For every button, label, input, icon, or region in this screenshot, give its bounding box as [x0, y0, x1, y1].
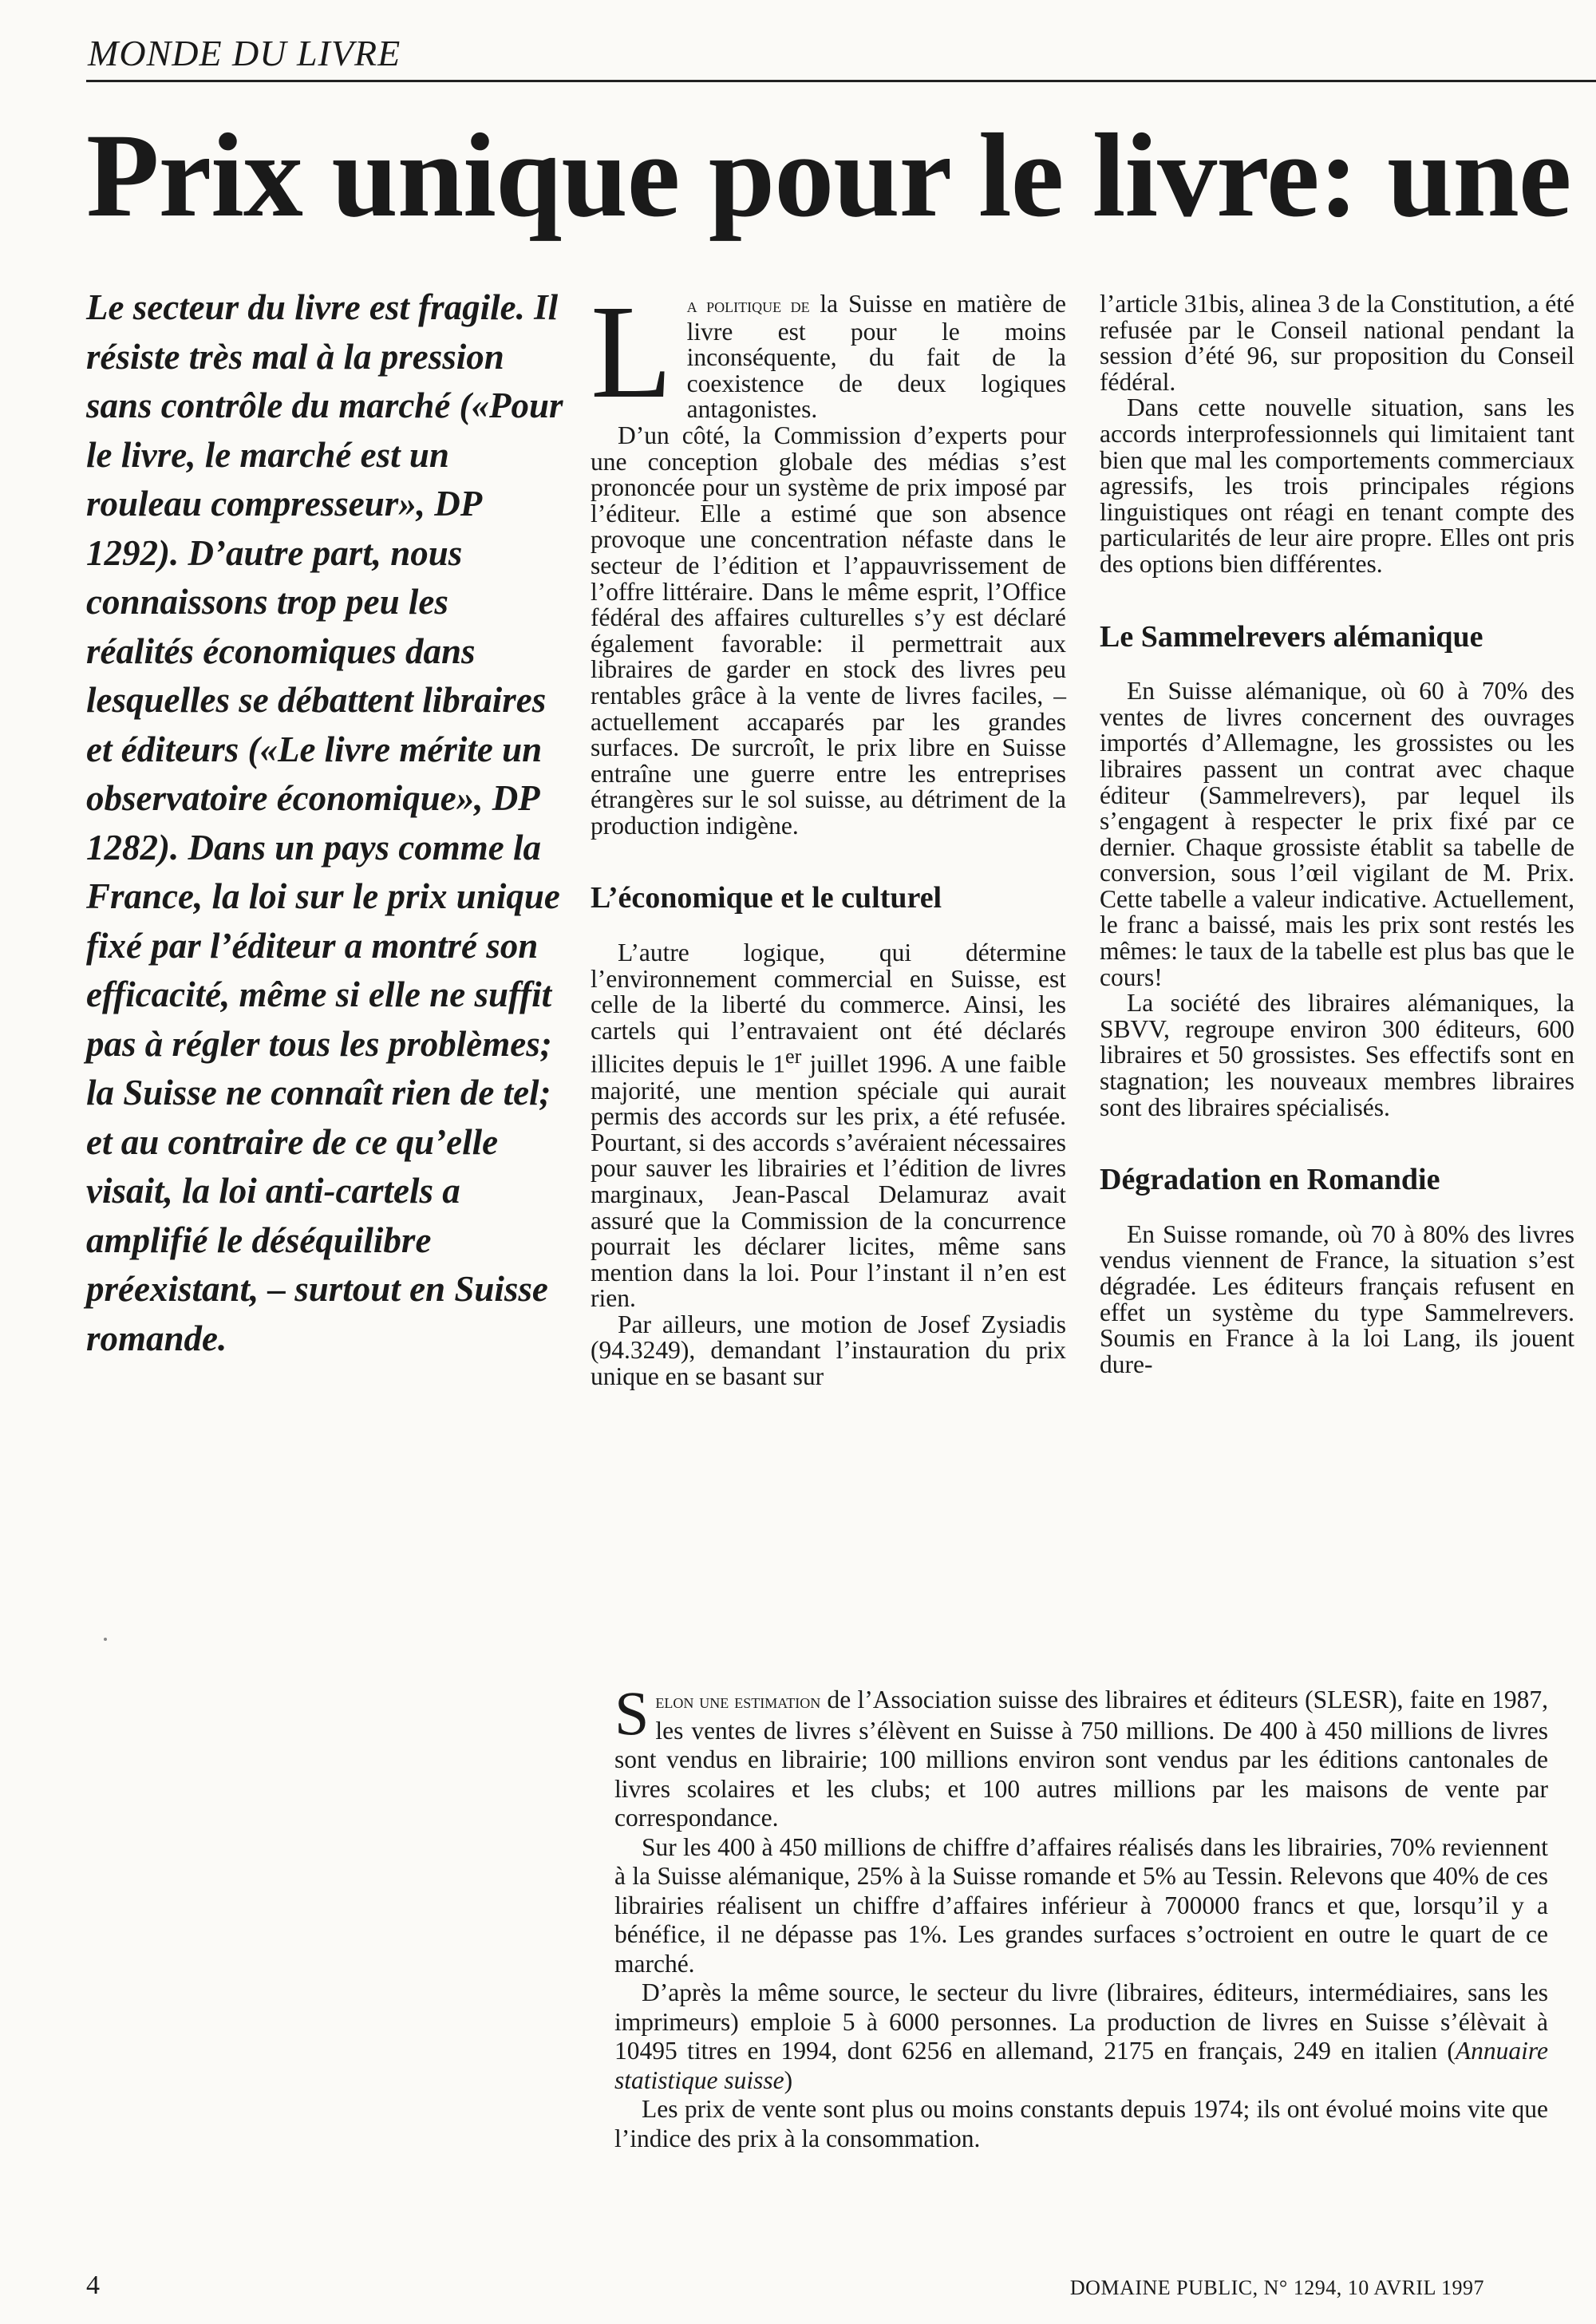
print-speck	[104, 1638, 107, 1641]
box-paragraph	[614, 1978, 1548, 2095]
article-column-middle	[591, 278, 1066, 1391]
superscript-er: er	[784, 1045, 802, 1069]
article-paragraph: Par ailleurs, une motion de Josef Zysiadis (94.3249), demandant l’instauration du prix unique en se basant sur	[591, 1310, 1066, 1391]
box-italic-source: Annuaire statistique suisse	[614, 2037, 1548, 2094]
headline-clip	[0, 104, 1590, 255]
box-opening-text: de l’Association suisse des libraires et éditeurs (SLESR), faite en 1987, les ventes de livres s’élèvent en Suisse à 750 millions. De 400 à 450 millions de livres sont vendus en librairie; 100 millions environ sont vendus par les éditions cantonales de livres scolaires et les clubs; et 100 autres millions par les maisons de vente par correspondance.	[614, 1686, 1548, 1832]
box-text: )	[784, 2065, 793, 2094]
box-opening-smallcaps: elon une estimation	[655, 1690, 821, 1713]
article-paragraph: l’article 31bis, alinea 3 de la Constitution, a été refusée par le Conseil national pendant la session d’été 96, sur proposition du Conseil fédéral.	[1100, 290, 1574, 396]
dropcap-l: L	[591, 278, 673, 426]
subheading-sammelrevers: Le Sammelrevers alémanique	[1100, 619, 1483, 654]
opening-smallcaps: a politique de	[686, 294, 810, 317]
box-paragraph: Sur les 400 à 450 millions de chiffre d’affaires réalisés dans les librairies, 70% reviennent à la Suisse alémanique, 25% à la Suisse romande et 5% au Tessin. Relevons que 40% de ces librairies réalisent un chiffre d’affaires inférieur à 700000 francs et que, lorsqu’il y a bénéfice, il ne dépasse pas 1%. Les grandes surfaces s’octroient en outre le quart de ce marché.	[614, 1832, 1548, 1978]
lead-text: Le secteur du livre est fragile. Il résiste très mal à la pression sans contrôle du marché («Pour le livre, le marché est un rouleau compresseur», DP 1292). D’autre part, nous connaissons trop peu les réalités économiques dans lesquelles se débattent libraires et éditeurs («Le livre mérite un observatoire économique», DP 1282). Dans un pays comme la France, la loi sur le prix unique fixé par l’éditeur a montré son efficacité, même si elle ne suffit pas à régler tous les problèmes; la Suisse ne connaît rien de tel; et au contraire de ce qu’elle visait, la loi anti-cartels a amplifié le déséquilibre préexistant, – surtout en Suisse romande.	[86, 287, 563, 1358]
article-paragraph: La société des libraires alémaniques, la SBVV, regroupe environ 300 éditeurs, 600 libraires et 50 grossistes. Ses effectifs sont en stagnation; les nouveaux membres libraires sont des libraires spécialisés.	[1100, 989, 1574, 1121]
article-opening-paragraph	[591, 278, 1066, 426]
article-column-right	[1100, 291, 1574, 1377]
page-headline: Prix unique pour le livre: une	[86, 109, 1571, 242]
paragraph-text: L’autre logique, qui détermine l’environnement commercial en Suisse, est celle de la liberté du commerce. Ainsi, les cartels qui l’entravaient ont été déclarés illicites depuis le 1	[591, 939, 1066, 1078]
subheading-economique-culturel: L’économique et le culturel	[591, 881, 942, 915]
box-paragraph	[614, 1678, 1548, 1833]
box-paragraph: Les prix de vente sont plus ou moins constants depuis 1974; ils ont évolué moins vite que l’indice des prix à la consommation.	[614, 2095, 1548, 2152]
article-paragraph	[591, 940, 1066, 1312]
page-number: 4	[86, 2271, 100, 2300]
subheading-degradation-romandie: Dégradation en Romandie	[1100, 1163, 1440, 1197]
opening-text: la Suisse en matière de livre est pour le moins inconséquente, du fait de la coexistence de deux logiques antagonistes.	[686, 290, 1066, 424]
publication-footer: DOMAINE PUBLIC, N° 1294, 10 AVRIL 1997	[1069, 2276, 1484, 2299]
section-rule	[86, 80, 1596, 82]
statistics-box	[614, 1678, 1548, 2153]
section-label: MONDE DU LIVRE	[88, 33, 401, 73]
article-paragraph: D’un côté, la Commission d’experts pour une conception globale des médias s’est prononcée pour un système de prix imposé par l’éditeur. Elle a estimé que son absence provoque une concentration néfaste dans le secteur de l’édition et l’appauvrissement de l’offre littéraire. Dans le même esprit, l’Office fédéral des affaires culturelles s’y est déclaré également favorable: il permettrait aux libraires de garder en stock des livres peu rentables grâce à la vente de livres faciles, – actuellement accaparés par les grandes surfaces. De surcroît, le prix libre en Suisse entraîne une guerre entre les entreprises étrangères sur le sol suisse, au détriment de la production indigène.	[591, 421, 1066, 840]
article-paragraph: En Suisse romande, où 70 à 80% des livres vendus viennent de France, la situation s’est dégradée. Les éditeurs français refusent en effet un système du type Sammelrevers. Soumis en France à la loi Lang, ils jouent dure-	[1100, 1219, 1574, 1378]
box-text: D’après la même source, le secteur du livre (libraires, éditeurs, intermédiaires, sans les imprimeurs) emploie 5 à 6000 personnes. La production de livres en Suisse s’élèvait à 10495 titres en 1994, dont 6256 en allemand, 2175 en français, 249 en italien (	[614, 1978, 1548, 2065]
article-paragraph: Dans cette nouvelle situation, sans les accords interprofessionnels qui limitaient tant bien que mal les comportements commerciaux agressifs, les trois principales régions linguistiques ont réagi en tenant compte des particularités de leur aire propre. Elles ont pris des options bien différentes.	[1100, 393, 1574, 578]
article-paragraph: En Suisse alémanique, où 60 à 70% des ventes de livres concernent des ouvrages importés d’Allemagne, les grossistes ou les libraires passent un contrat avec chaque éditeur (Sammelrevers), par lequel ils s’engagent à respecter le prix fixé par ce dernier. Chaque grossiste établit sa tabelle de conversion, sous l’œil vigilant de M. Prix. Cette tabelle a valeur indicative. Actuellement, le franc a baissé, mais les prix sont restés les mêmes: le taux de la tabelle est plus bas que le cours!	[1100, 677, 1574, 991]
lead-paragraph	[86, 283, 565, 1363]
dropcap-s: S	[614, 1678, 650, 1748]
paragraph-text: juillet 1996. A une faible majorité, une mention spéciale qui aurait permis des accords sur les prix, a été refusée. Pourtant, si des accords s’avéraient nécessaires pour sauver les librairies et l’édition de livres marginaux, Jean-Pascal Delamuraz avait assuré que la Commission de la concurrence pourrait les déclarer licites, même sans mention dans la loi. Pour l’instant il n’en est rien.	[591, 1049, 1066, 1313]
